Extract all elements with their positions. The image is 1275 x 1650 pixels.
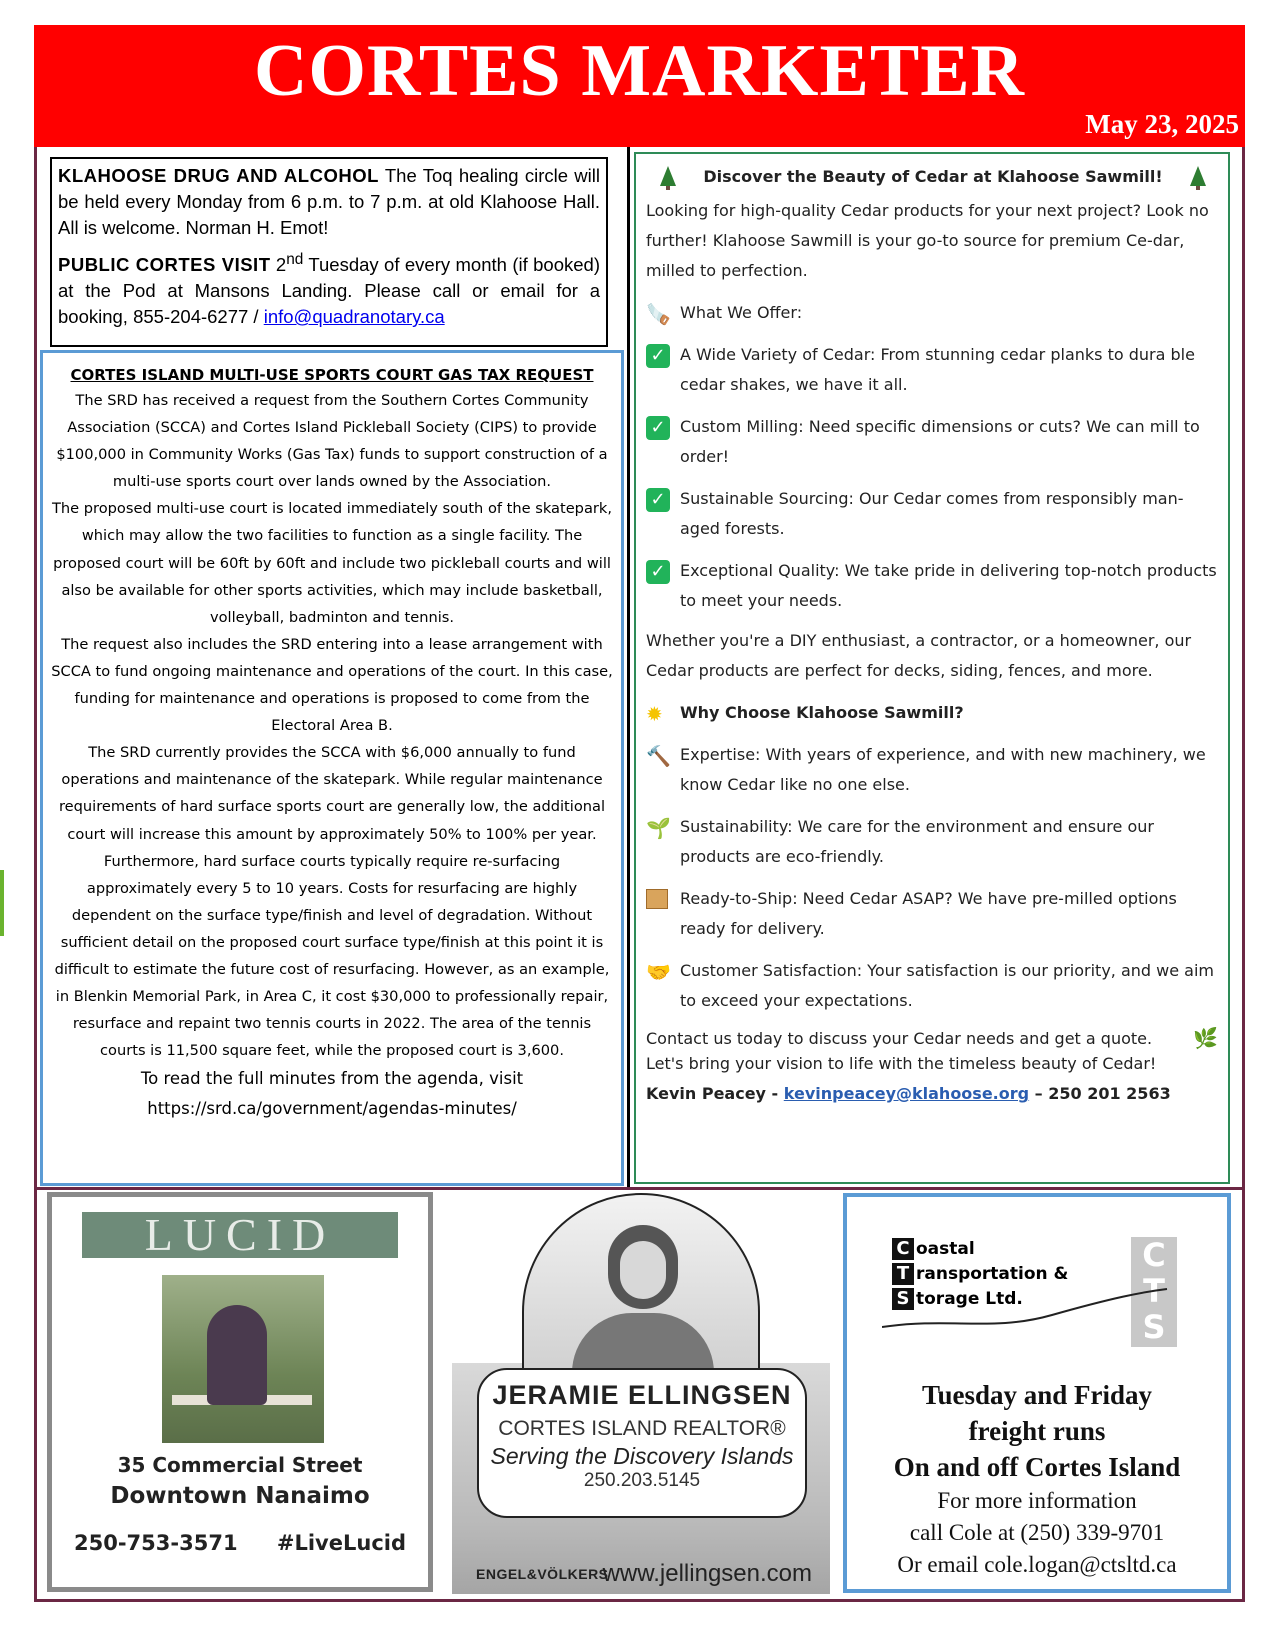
why-title-row — [646, 698, 1218, 728]
article-title: CORTES ISLAND MULTI-USE SPORTS COURT GAS TAX REQUEST — [70, 366, 594, 384]
logo-letter: S — [892, 1288, 914, 1310]
offer-text: Sustainable Sourcing: Our Cedar comes from responsibly man-aged forests. — [680, 489, 1184, 538]
monogram-letter: C — [1142, 1236, 1166, 1274]
klahoose-notice — [58, 163, 600, 241]
offer-item — [646, 412, 1218, 472]
notices-box — [50, 157, 608, 347]
column-divider — [627, 147, 630, 1187]
realtor-name: JERAMIE ELLINGSEN — [492, 1380, 792, 1410]
brokerage-logo: ENGEL&VÖLKERS — [476, 1566, 609, 1582]
offer-item — [646, 556, 1218, 616]
article-visit-url: https://srd.ca/government/agendas-minutes/ — [147, 1099, 517, 1119]
offer-text: A Wide Variety of Cedar: From stunning cedar planks to dura ble cedar shakes, we have it all. — [680, 345, 1195, 394]
reason-item — [646, 956, 1218, 1016]
monogram-letter: T — [1143, 1272, 1165, 1310]
logo-word: ransportation & — [916, 1264, 1069, 1284]
reason-item — [646, 740, 1218, 800]
reason-item — [646, 884, 1218, 944]
lucid-ad — [47, 1192, 433, 1592]
contact-name: Kevin Peacey - — [646, 1084, 784, 1103]
reason-item — [646, 812, 1218, 872]
offer-item — [646, 484, 1218, 544]
realtor-portrait — [522, 1193, 760, 1383]
check-icon: ✓ — [646, 488, 670, 512]
check-icon: ✓ — [646, 344, 670, 368]
logo-letter: T — [892, 1263, 914, 1285]
realtor-ad — [452, 1193, 830, 1594]
sawmill-whether: Whether you're a DIY enthusiast, a contractor, or a homeowner, our Cedar products are perfect for decks, siding, fences, and more. — [646, 631, 1192, 680]
check-icon: ✓ — [646, 416, 670, 440]
newsletter-title: CORTES MARKETER — [253, 30, 1025, 112]
contact-email-link[interactable]: kevinpeacey@klahoose.org — [783, 1084, 1030, 1103]
lucid-city: Downtown Nanaimo — [110, 1483, 370, 1509]
sun-icon: ✹ — [646, 702, 663, 726]
notary-email-link[interactable]: info@quadranotary.ca — [263, 306, 445, 328]
sawmill-headline: Discover the Beauty of Cedar at Klahoose Sawmill! — [703, 166, 1163, 186]
contact-block — [646, 1026, 1218, 1076]
check-icon: ✓ — [646, 560, 670, 584]
offer-title-row — [646, 298, 1218, 328]
cts-line: Tuesday and Friday — [921, 1380, 1153, 1410]
cortes-visit-num: 2 — [270, 254, 287, 276]
cts-line: freight runs — [968, 1416, 1106, 1446]
sports-court-article — [40, 350, 624, 1186]
reason-text: Expertise: With years of experience, and with new machinery, we know Cedar like no one else. — [680, 745, 1206, 794]
logo-letter: C — [892, 1238, 914, 1260]
tree-icon — [660, 166, 676, 186]
saw-icon: 🪚 — [646, 302, 671, 326]
article-paragraph: The SRD currently provides the SCCA with $6,000 annually to fund operations and maintenance of the skatepark. While regular maintenance requirements of hard surface sports court are generally low, the additional court will increase this amount by approximately 50% to 100% per year. Furthermore, hard surface courts typically require re-surfacing approximately every 5 to 10 years. Costs for resurfacing are highly dependent on the surface type/finish and level of degradation. Without sufficient detail on the proposed court surface type/finish at this point it is difficult to estimate the future cost of resurfacing. However, as an example, in Blenkin Memorial Park, in Area C, it cost $30,000 to professionally repair, resurface and repaint two tennis courts in 2022. The area of the tennis courts is 11,500 square feet, while the proposed court is 3,600. — [54, 744, 610, 1060]
monogram-letter: S — [1142, 1308, 1166, 1346]
contact-phone: – 250 201 2563 — [1029, 1084, 1171, 1103]
contact-info — [646, 1084, 1218, 1103]
margin-marker — [0, 870, 4, 936]
lucid-hashtag: #LiveLucid — [276, 1531, 406, 1555]
masthead — [34, 25, 1245, 147]
lucid-phone: 250-753-3571 — [74, 1531, 238, 1555]
reason-text: Customer Satisfaction: Your satisfaction is our priority, and we aim to exceed your expectations. — [680, 961, 1214, 1010]
cts-line: For more information — [937, 1488, 1137, 1513]
leaf-icon: 🌿 — [1193, 1026, 1218, 1050]
sprout-icon: 🌱 — [646, 816, 671, 840]
cts-ad — [843, 1193, 1231, 1593]
sawmill-ad — [634, 152, 1230, 1184]
package-icon — [646, 889, 668, 909]
offer-item — [646, 340, 1218, 400]
contact-line-1: Contact us today to discuss your Cedar needs and get a quote. — [646, 1029, 1153, 1048]
realtor-phone: 250.203.5145 — [583, 1470, 701, 1491]
wave-icon — [882, 1287, 1172, 1337]
cortes-visit-title: PUBLIC CORTES VISIT — [58, 254, 271, 276]
article-paragraph: The SRD has received a request from the Southern Cortes Community Association (SCCA) and Cortes Island Pickleball Society (CIPS) to provide $100,000 in Community Works (Gas Tax) funds to support construction of a multi-use sports court over lands owned by the Association. — [56, 392, 608, 491]
cortes-visit-notice — [58, 247, 600, 330]
cortes-visit-sup: nd — [286, 251, 304, 268]
article-paragraph: The proposed multi-use court is located immediately south of the skatepark, which may allow the two facilities to function as a single facility. The proposed court will be 60ft by 60ft and include two pickleball courts and will also be available for other sports activities, which may include basketball, volleyball, badminton and tennis. — [52, 500, 612, 626]
article-paragraph: The request also includes the SRD entering into a lease arrangement with SCCA to fund ongoing maintenance and operations of the court. In this case, funding for maintenance and operations is proposed to come from the Electoral Area B. — [51, 635, 613, 735]
klahoose-notice-text: The Toq healing circle will be held every Monday from 6 p.m. to 7 p.m. at old Klahoose Hall. All is welcome. Norman H. Emot! — [58, 165, 600, 238]
why-title: Why Choose Klahoose Sawmill? — [680, 703, 964, 722]
lucid-address: 35 Commercial Street — [117, 1453, 363, 1477]
cts-line: On and off Cortes Island — [893, 1452, 1181, 1482]
klahoose-notice-title: KLAHOOSE DRUG AND ALCOHOL — [58, 165, 379, 186]
reason-text: Ready-to-Ship: Need Cedar ASAP? We have pre-milled options ready for delivery. — [680, 889, 1177, 938]
realtor-website: www.jellingsen.com — [602, 1560, 812, 1587]
ads-divider — [34, 1187, 1245, 1190]
logo-word: torage Ltd. — [916, 1289, 1023, 1309]
realtor-slogan: Serving the Discovery Islands — [490, 1443, 794, 1469]
lucid-logo: LUCID — [82, 1212, 398, 1258]
sawmill-headline-row — [646, 162, 1218, 186]
cts-text — [847, 1377, 1227, 1581]
lucid-photo — [162, 1275, 324, 1443]
tree-icon — [1190, 166, 1206, 186]
handshake-icon: 🤝 — [646, 960, 671, 984]
article-visit-text: To read the full minutes from the agenda, visit — [140, 1069, 524, 1089]
issue-date: May 23, 2025 — [1085, 109, 1239, 139]
logo-word: oastal — [916, 1239, 975, 1259]
cortes-visit-text: Tuesday of every month (if booked) at the Pod at Mansons Landing. Please call or email for a booking, 855-204-6277 / — [58, 254, 600, 328]
cts-email: Or email cole.logan@ctsltd.ca — [897, 1552, 1177, 1577]
offer-text: Custom Milling: Need specific dimensions or cuts? We can mill to order! — [680, 417, 1200, 466]
realtor-role: CORTES ISLAND REALTOR® — [498, 1417, 786, 1440]
cts-phone: call Cole at (250) 339-9701 — [909, 1520, 1165, 1545]
realtor-card — [477, 1368, 807, 1518]
offer-title: What We Offer: — [680, 303, 803, 322]
reason-text: Sustainability: We care for the environment and ensure our products are eco-friendly. — [680, 817, 1154, 866]
offer-text: Exceptional Quality: We take pride in delivering top-notch products to meet your needs. — [680, 561, 1217, 610]
hammer-icon: 🔨 — [646, 744, 671, 768]
contact-line-2: Let's bring your vision to life with the timeless beauty of Cedar! — [646, 1054, 1157, 1073]
sawmill-intro: Looking for high-quality Cedar products for your next project? Look no further! Klahoose Sawmill is your go-to source for premium Ce-dar, milled to perfection. — [646, 201, 1209, 280]
